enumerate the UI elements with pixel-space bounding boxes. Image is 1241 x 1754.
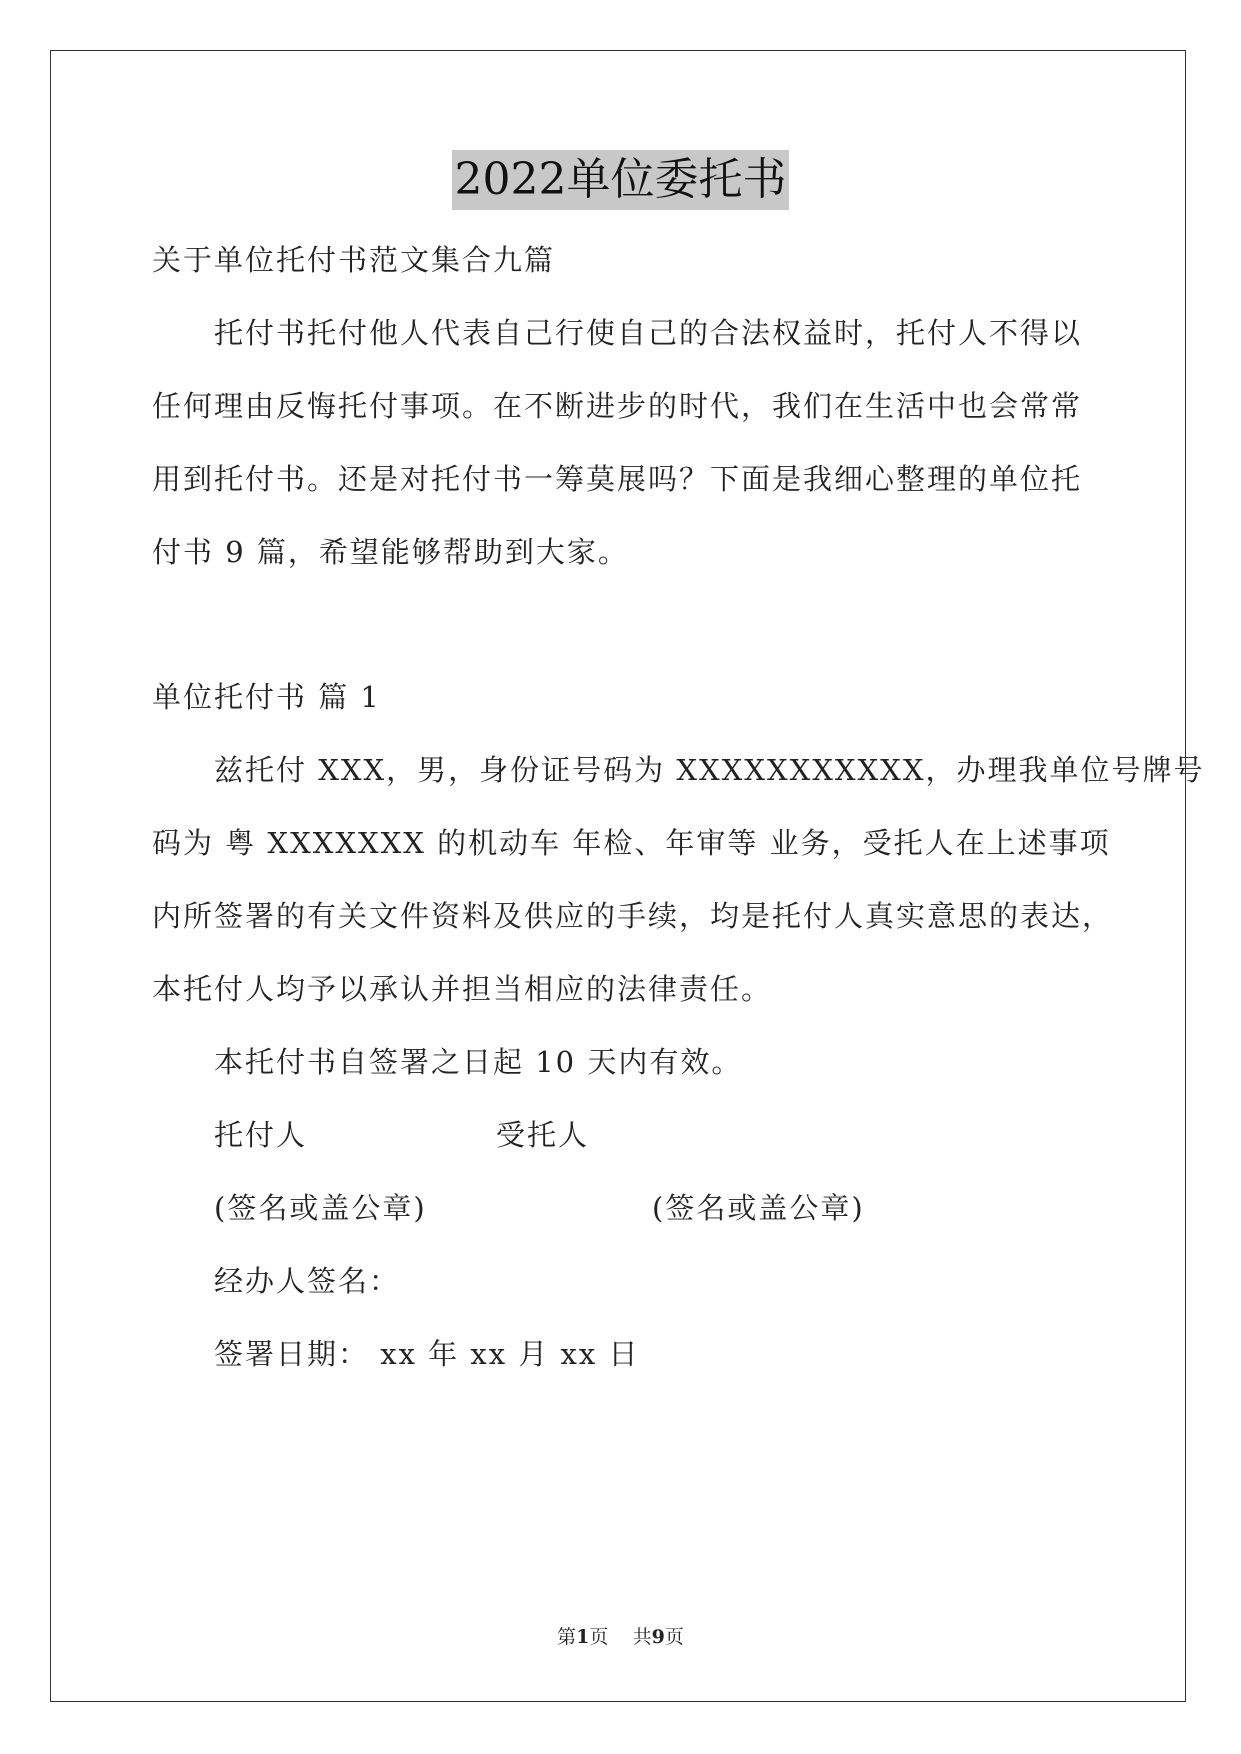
handler-signature-label: 经办人签名： (214, 1264, 401, 1298)
body-line-4: 本托付人均予以承认并担当相应的法律责任。 (152, 972, 773, 1006)
document-subtitle: 关于单位托付书范文集合九篇 (152, 243, 556, 277)
body-line-3: 内所签署的有关文件资料及供应的手续，均是托付人真实意思的表达， (152, 899, 1114, 933)
section-heading: 单位托付书 篇 1 (152, 680, 381, 714)
validity-statement: 本托付书自签署之日起 10 天内有效。 (214, 1045, 743, 1079)
page-border (50, 50, 1186, 1702)
intro-line-3: 用到托付书。还是对托付书一筹莫展吗？下面是我细心整理的单位托 (152, 462, 1083, 496)
footer-total-pages: 9 (651, 1626, 665, 1648)
agent-seal: (签名或盖公章) (652, 1191, 865, 1225)
signing-date: 签署日期： xx 年 xx 月 xx 日 (214, 1337, 640, 1371)
intro-line-4: 付书 9 篇，希望能够帮助到大家。 (152, 535, 629, 569)
agent-label: 受托人 (496, 1118, 590, 1152)
document-title-block (0, 150, 1241, 212)
body-line-2: 码为 粤 XXXXXXX 的机动车 年检、年审等 业务，受托人在上述事项 (152, 826, 1111, 860)
principal-seal: (签名或盖公章) (214, 1191, 427, 1225)
principal-label: 托付人 (214, 1118, 308, 1152)
footer-suffix: 页 (664, 1626, 684, 1648)
document-title: 2022单位委托书 (452, 150, 790, 210)
footer-current-page: 1 (576, 1626, 590, 1648)
page-footer (0, 1624, 1241, 1650)
body-line-1: 兹托付 XXX，男，身份证号码为 XXXXXXXXXXX，办理我单位号牌号 (214, 753, 1205, 787)
footer-middle: 页 共 (589, 1626, 652, 1648)
footer-prefix: 第 (557, 1626, 577, 1648)
intro-line-1: 托付书托付他人代表自己行使自己的合法权益时，托付人不得以 (214, 316, 1083, 350)
intro-line-2: 任何理由反悔托付事项。在不断进步的时代，我们在生活中也会常常 (152, 389, 1083, 423)
